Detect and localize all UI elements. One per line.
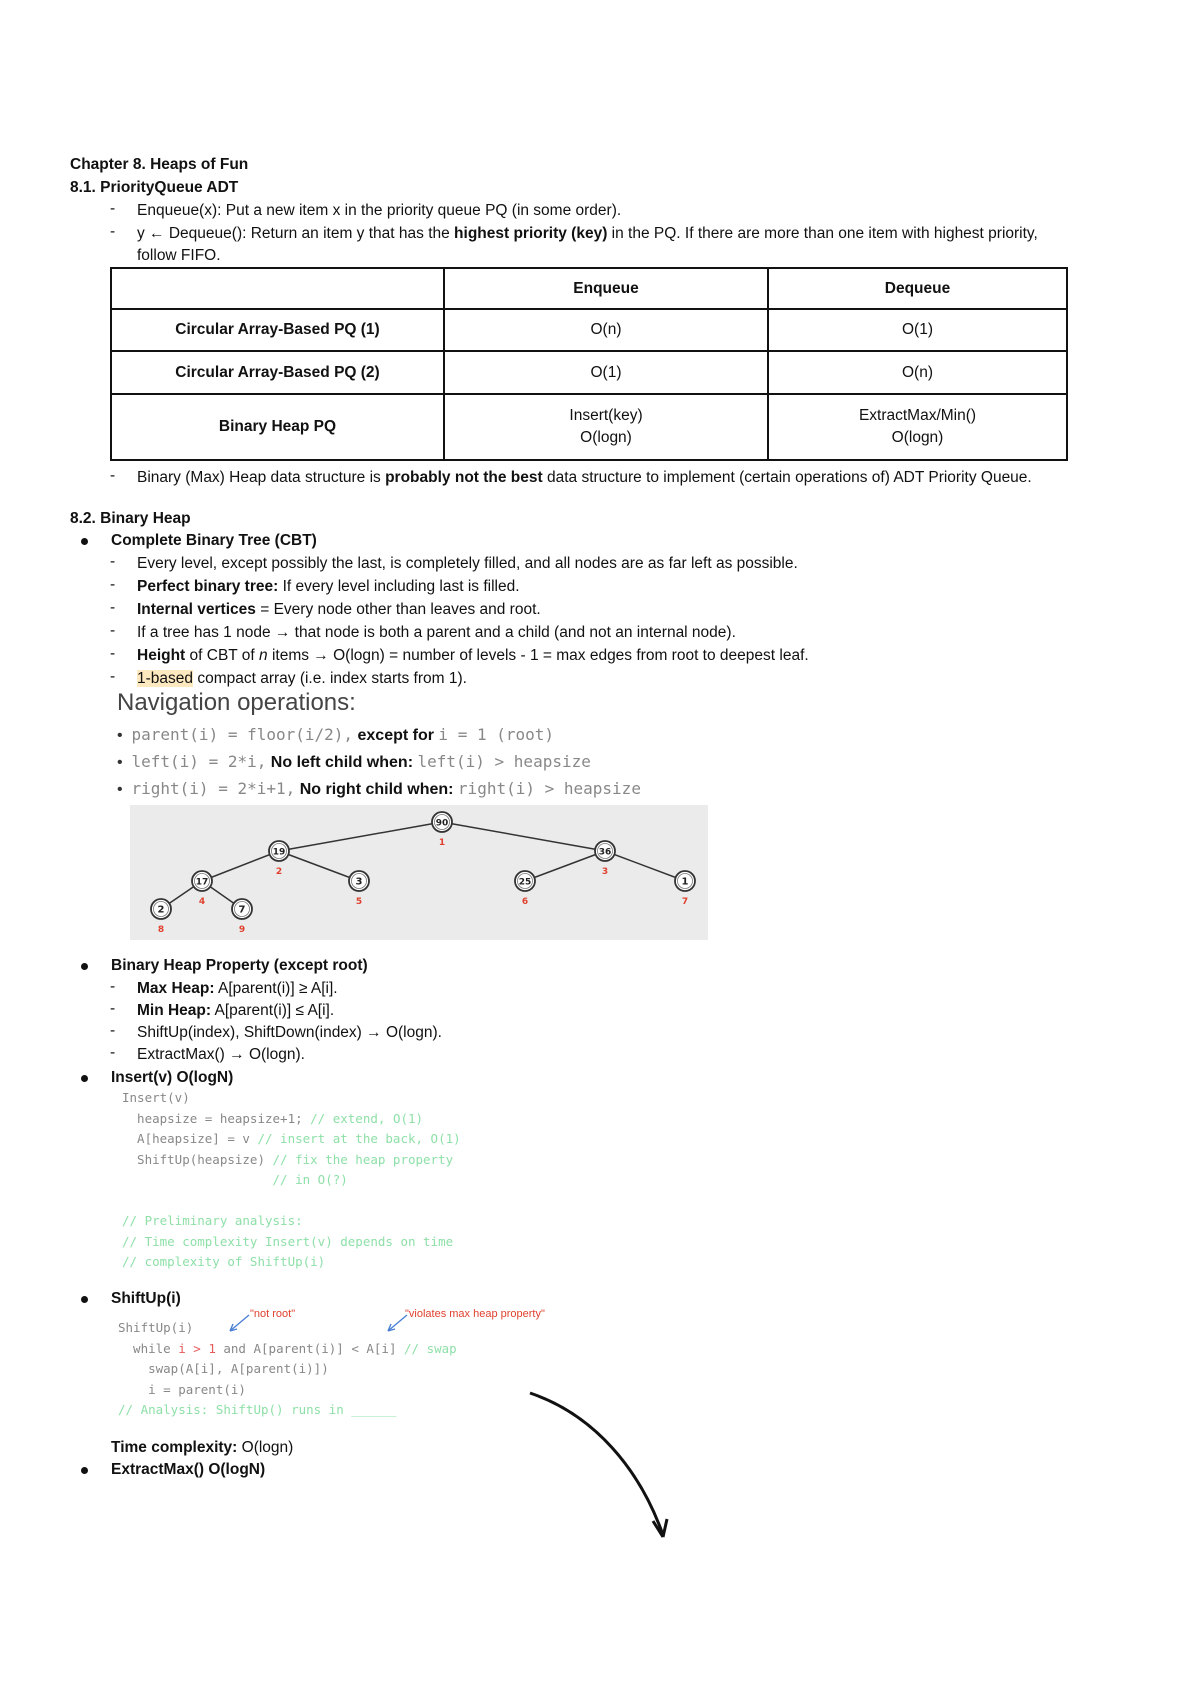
chapter-title: Chapter 8. Heaps of Fun xyxy=(70,156,249,173)
nav-code: parent(i) = floor(i/2), xyxy=(131,725,354,744)
small-bullet: • xyxy=(117,781,123,798)
tree-node-value: 36 xyxy=(598,847,612,858)
dash-bullet: - xyxy=(110,1000,116,1017)
extractmax-title: ExtractMax() O(logN) xyxy=(111,1461,266,1478)
table-cell-dequeue xyxy=(768,394,1067,460)
enqueue-complexity: O(logn) xyxy=(580,429,632,446)
nav-title: Navigation operations: xyxy=(117,689,356,716)
annotation-not-root: "not root" xyxy=(250,1308,296,1320)
tree-node-index: 2 xyxy=(275,867,283,877)
tree-node-value: 19 xyxy=(272,847,286,858)
tree-node-index: 9 xyxy=(238,925,246,935)
table-header-row xyxy=(111,268,1067,309)
binary-heap-tree-diagram xyxy=(130,805,708,940)
tree-node-value: 3 xyxy=(355,876,363,888)
table-row xyxy=(111,309,1067,351)
nav-line xyxy=(117,779,641,799)
cbt-term: Perfect binary tree: xyxy=(137,578,279,595)
enqueue-description: Enqueue(x): Put a new item x in the priority queue PQ (in some order). xyxy=(137,202,622,219)
code-line: i = parent(i) xyxy=(118,1381,246,1397)
dequeue-text-b: in the PQ. If there are more than one item with highest priority, xyxy=(607,225,1038,242)
dash-bullet: - xyxy=(110,576,116,593)
bullet-dot xyxy=(81,1467,88,1474)
cbt-item: If a tree has 1 node → that node is both a parent and a child (and not an internal node). xyxy=(137,624,736,641)
table-cell-name: Circular Array-Based PQ (1) xyxy=(111,309,444,351)
nav-label: No left child when: xyxy=(266,754,418,771)
dequeue-description-cont: follow FIFO. xyxy=(137,247,221,264)
property-def: A[parent(i)] ≤ A[i]. xyxy=(211,1002,335,1019)
cbt-var: n xyxy=(259,647,268,664)
cbt-title: Complete Binary Tree (CBT) xyxy=(111,532,317,549)
dequeue-complexity: O(logn) xyxy=(891,429,944,446)
annotation-violates-property: "violates max heap property" xyxy=(405,1308,545,1320)
cbt-item xyxy=(137,645,809,667)
nav-label: except for xyxy=(353,727,439,744)
time-complexity xyxy=(111,1437,293,1459)
cbt-def: = Every node other than leaves and root. xyxy=(255,601,541,618)
tree-node-index: 5 xyxy=(355,897,363,907)
cbt-item xyxy=(137,599,541,621)
dash-bullet: - xyxy=(110,467,116,484)
dash-bullet: - xyxy=(110,599,116,616)
table-cell-enqueue: O(n) xyxy=(444,309,768,351)
small-bullet: • xyxy=(117,754,123,771)
nav-code: i = 1 (root) xyxy=(438,725,555,744)
dequeue-op: ExtractMax/Min() xyxy=(858,407,977,424)
code-comment: // in O(?) xyxy=(122,1172,348,1187)
code-comment: // Time complexity Insert(v) depends on time xyxy=(122,1233,454,1249)
nav-code: left(i) > heapsize xyxy=(417,752,591,771)
dash-bullet: - xyxy=(110,553,116,570)
curved-arrow-line xyxy=(530,1393,663,1535)
code-highlight: i > 1 xyxy=(178,1340,216,1356)
code-comment: // fix the heap property xyxy=(272,1151,454,1167)
tree-node-index: 7 xyxy=(681,897,689,907)
code-line: Insert(v) xyxy=(122,1090,190,1105)
tree-node-index: 8 xyxy=(157,925,165,935)
heap-note-bold: probably not the best xyxy=(385,469,543,486)
cbt-def: compact array (i.e. index starts from 1). xyxy=(193,670,467,687)
tree-node-index: 1 xyxy=(438,838,446,848)
table-cell-dequeue: O(n) xyxy=(768,351,1067,394)
pq-complexity-table xyxy=(110,267,1068,461)
nav-code: right(i) = 2*i+1, xyxy=(131,779,296,798)
table-header-dequeue: Dequeue xyxy=(768,268,1067,309)
heap-property-title: Binary Heap Property (except root) xyxy=(111,957,368,974)
tree-node-index: 4 xyxy=(198,897,206,907)
table-row xyxy=(111,394,1067,460)
bullet-dot xyxy=(81,538,88,545)
table-cell-enqueue xyxy=(444,394,768,460)
insert-code-block xyxy=(122,1088,461,1273)
dequeue-text-bold: highest priority (key) xyxy=(454,225,608,242)
tree-node-value: 17 xyxy=(195,877,209,888)
dash-bullet: - xyxy=(110,200,116,217)
code-text: heapsize = heapsize+1; xyxy=(122,1110,311,1126)
section-8-2-title: 8.2. Binary Heap xyxy=(70,510,191,527)
code-line xyxy=(118,1339,457,1360)
time-value: O(logn) xyxy=(237,1439,294,1456)
table-cell-name: Circular Array-Based PQ (2) xyxy=(111,351,444,394)
table-cell-dequeue: O(1) xyxy=(768,309,1067,351)
dash-bullet: - xyxy=(110,1022,116,1039)
insert-title: Insert(v) O(logN) xyxy=(111,1069,234,1086)
bullet-dot xyxy=(81,1296,88,1303)
code-line xyxy=(122,1129,461,1150)
heap-note-a: Binary (Max) Heap data structure is xyxy=(137,469,386,486)
property-item: ShiftUp(index), ShiftDown(index) → O(logn). xyxy=(137,1024,442,1041)
heap-note xyxy=(137,467,1032,489)
tree-node-value: 7 xyxy=(238,904,246,916)
property-term: Max Heap: xyxy=(137,980,215,997)
heap-note-b: data structure to implement (certain operations of) ADT Priority Queue. xyxy=(542,469,1032,486)
code-comment: // complexity of ShiftUp(i) xyxy=(122,1254,326,1269)
tree-node-value: 1 xyxy=(681,876,689,888)
tree-background xyxy=(130,805,708,940)
cbt-item xyxy=(137,576,520,598)
property-term: Min Heap: xyxy=(137,1002,212,1019)
table-cell-enqueue: O(1) xyxy=(444,351,768,394)
time-label: Time complexity: xyxy=(111,1439,238,1456)
shiftup-code-block xyxy=(118,1318,457,1421)
code-line: swap(A[i], A[parent(i)]) xyxy=(118,1361,329,1376)
highlight-term: 1-based xyxy=(137,670,194,687)
tree-node-index: 3 xyxy=(601,867,609,877)
dash-bullet: - xyxy=(110,645,116,662)
property-item: ExtractMax() → O(logn). xyxy=(137,1046,305,1063)
enqueue-op: Insert(key) xyxy=(569,407,643,424)
code-comment: // swap xyxy=(404,1340,457,1356)
table-cell-name: Binary Heap PQ xyxy=(111,394,444,460)
cbt-def: If every level including last is filled. xyxy=(278,578,520,595)
dash-bullet: - xyxy=(110,223,116,240)
code-line xyxy=(122,1109,461,1130)
dequeue-description xyxy=(137,223,1038,245)
property-def: A[parent(i)] ≥ A[i]. xyxy=(214,980,338,997)
tree-node-value: 2 xyxy=(157,904,165,916)
table-header-cell xyxy=(111,268,444,309)
table-row xyxy=(111,351,1067,394)
code-line: ShiftUp(i) xyxy=(118,1320,194,1335)
table-header-enqueue: Enqueue xyxy=(444,268,768,309)
section-8-1-title: 8.1. PriorityQueue ADT xyxy=(70,179,239,196)
dash-bullet: - xyxy=(110,622,116,639)
cbt-item xyxy=(137,668,467,690)
cbt-def: of CBT of xyxy=(185,647,260,664)
nav-code: left(i) = 2*i, xyxy=(131,752,267,771)
dequeue-text-a: y ← Dequeue(): Return an item y that has the xyxy=(137,225,455,242)
code-line xyxy=(122,1150,461,1171)
nav-line xyxy=(117,725,554,745)
code-comment: // Preliminary analysis: xyxy=(122,1213,303,1228)
tree-node-index: 6 xyxy=(521,897,529,907)
code-comment: // insert at the back, O(1) xyxy=(257,1131,461,1146)
dash-bullet: - xyxy=(110,1044,116,1061)
cbt-term: Internal vertices xyxy=(137,601,256,618)
bullet-dot xyxy=(81,1075,88,1082)
code-text: while xyxy=(118,1340,179,1356)
nav-code: right(i) > heapsize xyxy=(457,779,641,798)
code-comment: // extend, O(1) xyxy=(310,1110,424,1126)
code-text: A[heapsize] = v xyxy=(122,1131,258,1146)
code-comment: // Analysis: ShiftUp() runs in ______ xyxy=(118,1402,397,1417)
cbt-item: Every level, except possibly the last, is completely filled, and all nodes are as far left as possible. xyxy=(137,555,798,572)
dash-bullet: - xyxy=(110,668,116,685)
tree-node-value: 25 xyxy=(518,877,532,888)
tree-node-value: 90 xyxy=(435,818,449,829)
curved-arrow xyxy=(525,1385,675,1545)
shiftup-title: ShiftUp(i) xyxy=(111,1290,181,1307)
cbt-def: items → O(logn) = number of levels - 1 = max edges from root to deepest leaf. xyxy=(267,647,809,664)
nav-label: No right child when: xyxy=(295,781,458,798)
bullet-dot xyxy=(81,963,88,970)
nav-line xyxy=(117,752,591,772)
cbt-term: Height xyxy=(137,647,186,664)
code-text: ShiftUp(heapsize) xyxy=(122,1151,273,1167)
code-text: and A[parent(i)] < A[i] xyxy=(215,1340,405,1356)
property-item xyxy=(137,1000,334,1022)
dash-bullet: - xyxy=(110,978,116,995)
property-item xyxy=(137,978,338,1000)
small-bullet: • xyxy=(117,727,123,744)
